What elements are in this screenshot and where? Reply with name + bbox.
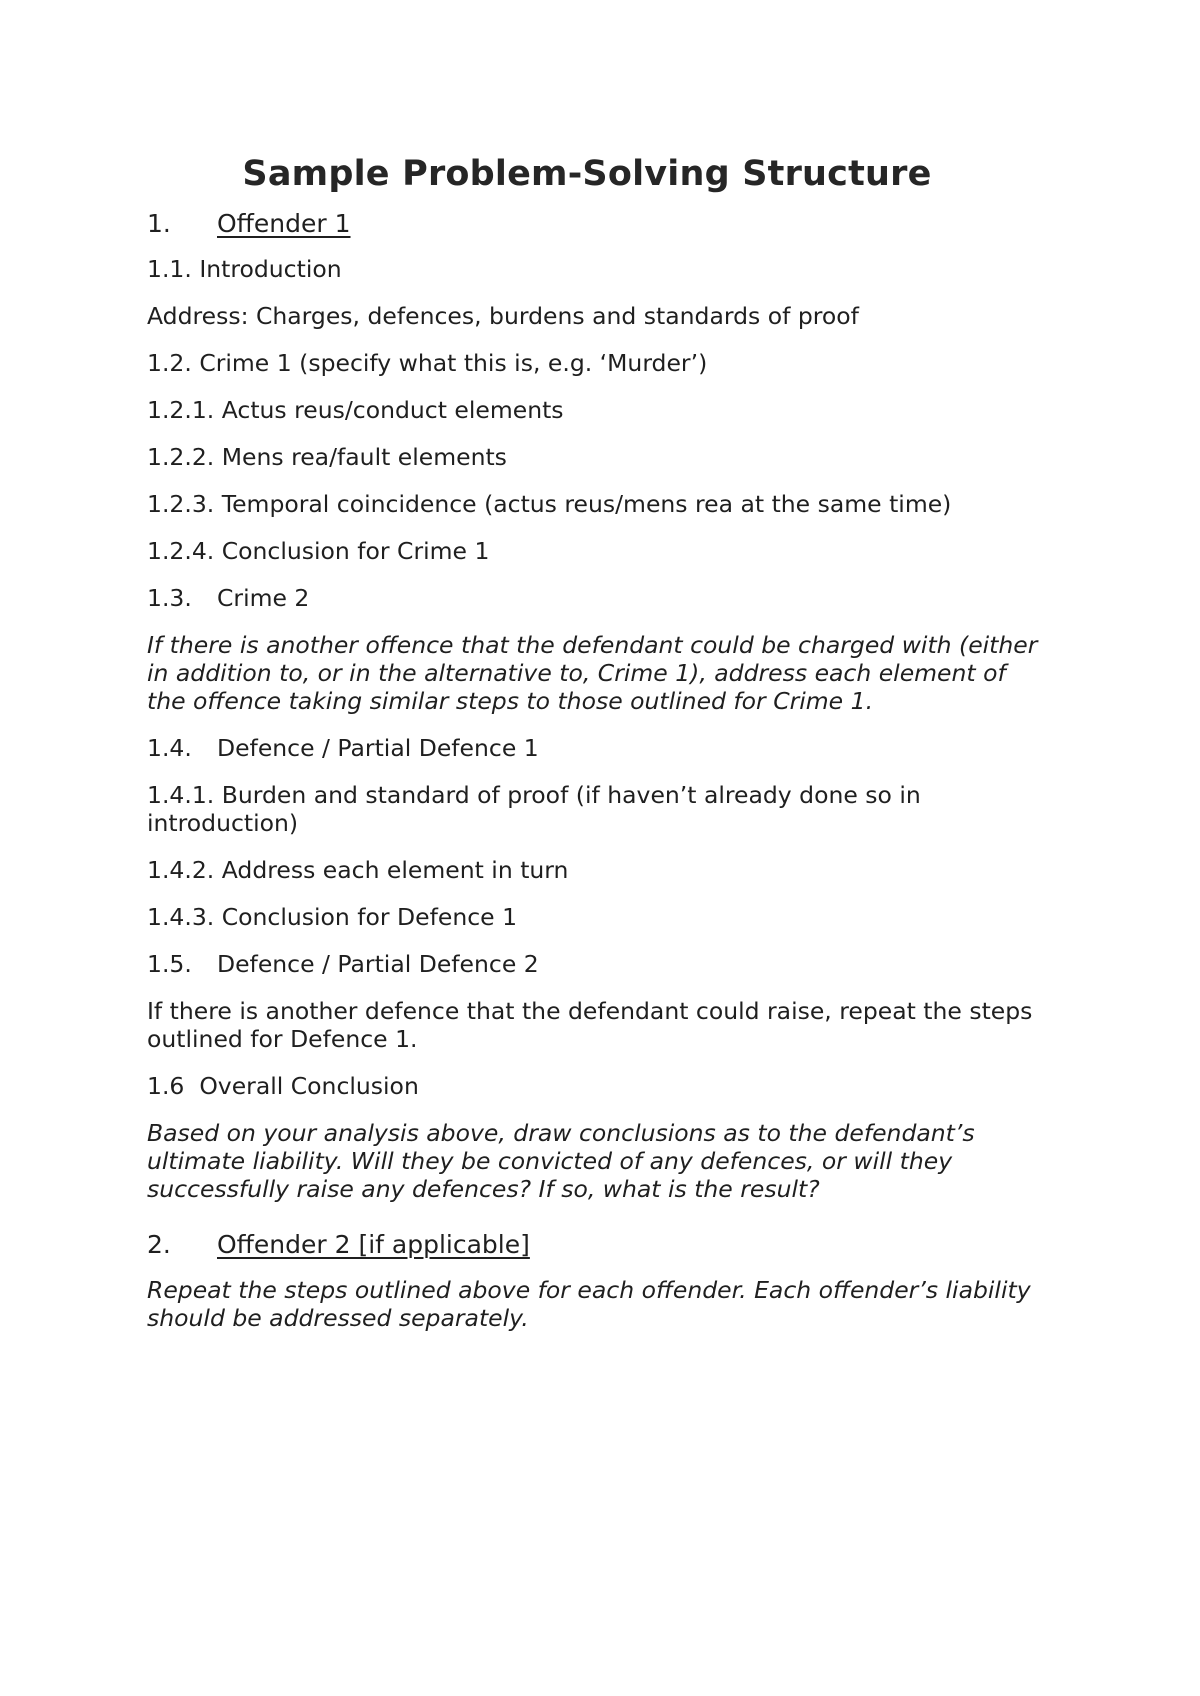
section-title: Offender 2 [if applicable] bbox=[217, 1230, 530, 1259]
section-number: 2. bbox=[147, 1230, 171, 1259]
conclusion-note: Based on your analysis above, draw conclusions as to the defendant’s ultimate liability. Will they be convicted of any defences, or will they successfully raise any defences? If so, what is the result? bbox=[147, 1119, 975, 1203]
line-number: 1.5. bbox=[147, 950, 192, 978]
line-1-2-3: 1.2.3. Temporal coincidence (actus reus/mens rea at the same time) bbox=[147, 490, 952, 518]
line-1-2: 1.2. Crime 1 (specify what this is, e.g. ‘Murder’) bbox=[147, 349, 708, 377]
line-text: Defence / Partial Defence 2 bbox=[217, 950, 539, 978]
section-heading-offender-2 bbox=[147, 1229, 1047, 1261]
line-1-1: 1.1. Introduction bbox=[147, 255, 342, 283]
line-1-6: 1.6 Overall Conclusion bbox=[147, 1072, 419, 1100]
line-text: Crime 2 bbox=[217, 584, 310, 612]
section-title: Offender 1 bbox=[217, 209, 351, 238]
document-body bbox=[147, 152, 1047, 1351]
line-1-4-1: 1.4.1. Burden and standard of proof (if haven’t already done so in introduction) bbox=[147, 781, 921, 837]
line-1-4-2: 1.4.2. Address each element in turn bbox=[147, 856, 569, 884]
defence-2-note: If there is another defence that the defendant could raise, repeat the steps outlined for Defence 1. bbox=[147, 997, 1033, 1053]
line-1-4-3: 1.4.3. Conclusion for Defence 1 bbox=[147, 903, 518, 931]
offender-2-note: Repeat the steps outlined above for each offender. Each offender’s liability should be addressed separately. bbox=[147, 1276, 1031, 1332]
document-title: Sample Problem-Solving Structure bbox=[242, 154, 932, 194]
section-heading-offender-1 bbox=[147, 208, 1047, 240]
line-1-2-4: 1.2.4. Conclusion for Crime 1 bbox=[147, 537, 490, 565]
section-number: 1. bbox=[147, 209, 171, 238]
line-1-4 bbox=[147, 734, 1047, 762]
crime-2-note: If there is another offence that the defendant could be charged with (either in addition to, or in the alternative to, Crime 1), address each element of the offence taking similar steps to those outlined for Crime 1. bbox=[147, 631, 1038, 715]
line-1-2-1: 1.2.1. Actus reus/conduct elements bbox=[147, 396, 564, 424]
line-number: 1.3. bbox=[147, 584, 192, 612]
line-1-2-2: 1.2.2. Mens rea/fault elements bbox=[147, 443, 507, 471]
line-text: Defence / Partial Defence 1 bbox=[217, 734, 539, 762]
line-1-5 bbox=[147, 950, 1047, 978]
address-line: Address: Charges, defences, burdens and standards of proof bbox=[147, 302, 859, 330]
line-number: 1.4. bbox=[147, 734, 192, 762]
line-1-3 bbox=[147, 584, 1047, 612]
